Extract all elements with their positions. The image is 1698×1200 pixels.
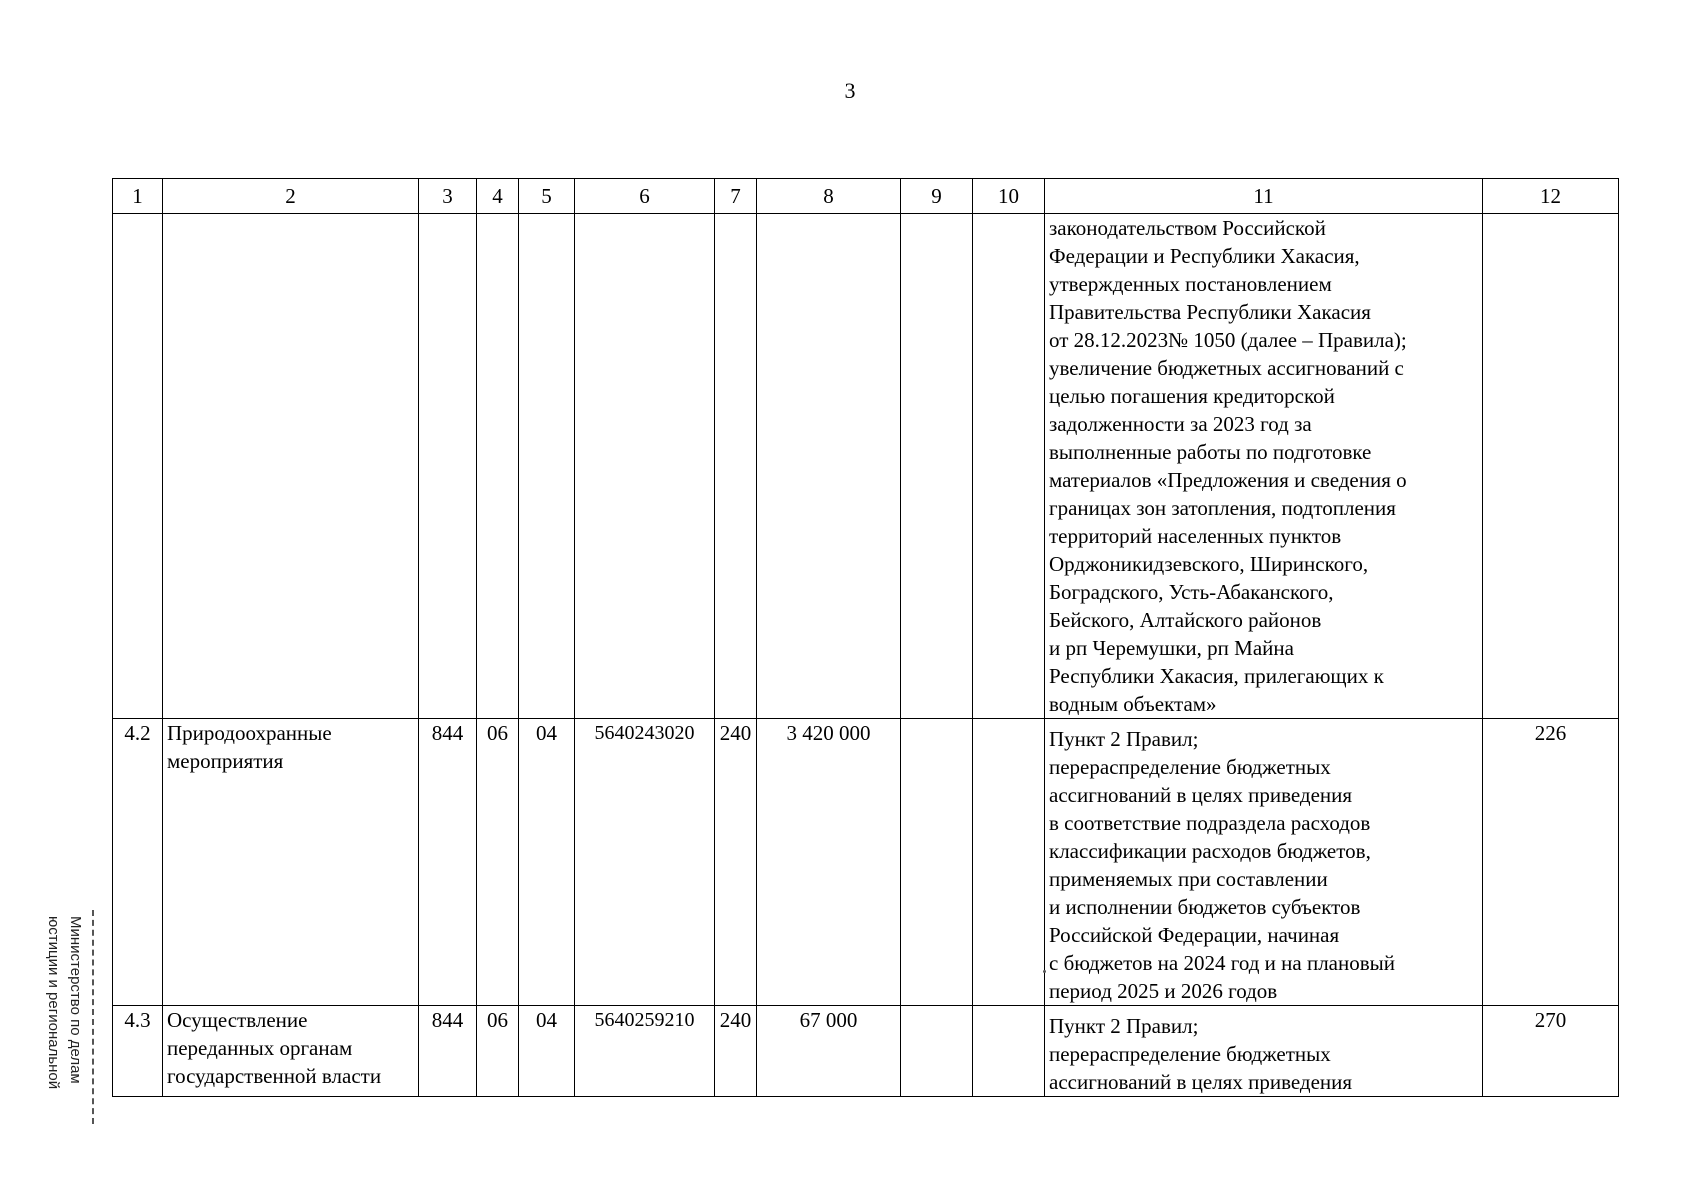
row-number: 4.2 xyxy=(113,719,163,1006)
row-col-5: 04 xyxy=(519,719,575,1006)
scan-speck xyxy=(1043,970,1046,973)
stamp-line: юстиции и региональной xyxy=(45,916,62,1090)
row-col-5: 04 xyxy=(519,1006,575,1097)
header-col-7: 7 xyxy=(715,179,757,214)
row-col-4: 06 xyxy=(477,719,519,1006)
header-col-4: 4 xyxy=(477,179,519,214)
row-col-4: 06 xyxy=(477,1006,519,1097)
row-col-8: 3 420 000 xyxy=(757,719,901,1006)
header-col-5: 5 xyxy=(519,179,575,214)
header-col-3: 3 xyxy=(419,179,477,214)
table-row xyxy=(113,719,1619,1006)
header-col-2: 2 xyxy=(163,179,419,214)
row-col-12: 226 xyxy=(1483,719,1619,1006)
row-note: Пункт 2 Правил; перераспределение бюджетных ассигнований в целях приведения xyxy=(1045,1006,1483,1097)
continuation-note: законодательством Российской Федерации и Республики Хакасия, утвержденных постановлением Правительства Республики Хакасия от 28.12.2023№ 1050 (далее – Правила); увеличение бюджетных ассигнований с целью погашения кредиторской задолженности за 2023 год за выполненные работы по подготовке материалов «Предложения и сведения о границах зон затопления, подтопления территорий населенных пунктов Орджоникидзевского, Ширинского, Боградского, Усть-Абаканского, Бейского, Алтайского районов и рп Черемушки, рп Майна Республики Хакасия, прилегающих к водным объектам» xyxy=(1045,214,1483,719)
header-col-8: 8 xyxy=(757,179,901,214)
row-number: 4.3 xyxy=(113,1006,163,1097)
row-col-10 xyxy=(973,719,1045,1006)
row-name: Природоохранные мероприятия xyxy=(163,719,419,1006)
row-col-10 xyxy=(973,1006,1045,1097)
row-col-3: 844 xyxy=(419,719,477,1006)
row-col-9 xyxy=(901,1006,973,1097)
row-col-7: 240 xyxy=(715,719,757,1006)
row-col-6: 5640259210 xyxy=(575,1006,715,1097)
page-number: 3 xyxy=(844,78,856,103)
header-row xyxy=(113,179,1619,214)
row-col-12: 270 xyxy=(1483,1006,1619,1097)
table-row xyxy=(113,1006,1619,1097)
header-col-10: 10 xyxy=(973,179,1045,214)
row-col-6: 5640243020 xyxy=(575,719,715,1006)
header-col-11: 11 xyxy=(1045,179,1483,214)
appropriations-table xyxy=(112,178,1619,1097)
header-col-1: 1 xyxy=(113,179,163,214)
row-col-3: 844 xyxy=(419,1006,477,1097)
row-name: Осуществление переданных органам государственной власти xyxy=(163,1006,419,1097)
registration-stamp xyxy=(20,910,94,1124)
row-note: Пункт 2 Правил; перераспределение бюджетных ассигнований в целях приведения в соответствие подраздела расходов классификации расходов бюджетов, применяемых при составлении и исполнении бюджетов субъектов Российской Федерации, начиная с бюджетов на 2024 год и на плановый период 2025 и 2026 годов xyxy=(1045,719,1483,1006)
row-col-8: 67 000 xyxy=(757,1006,901,1097)
stamp-line: Министерство по делам xyxy=(67,916,84,1084)
header-col-6: 6 xyxy=(575,179,715,214)
row-col-9 xyxy=(901,719,973,1006)
header-col-12: 12 xyxy=(1483,179,1619,214)
table-row-continuation xyxy=(113,214,1619,719)
header-col-9: 9 xyxy=(901,179,973,214)
row-col-7: 240 xyxy=(715,1006,757,1097)
